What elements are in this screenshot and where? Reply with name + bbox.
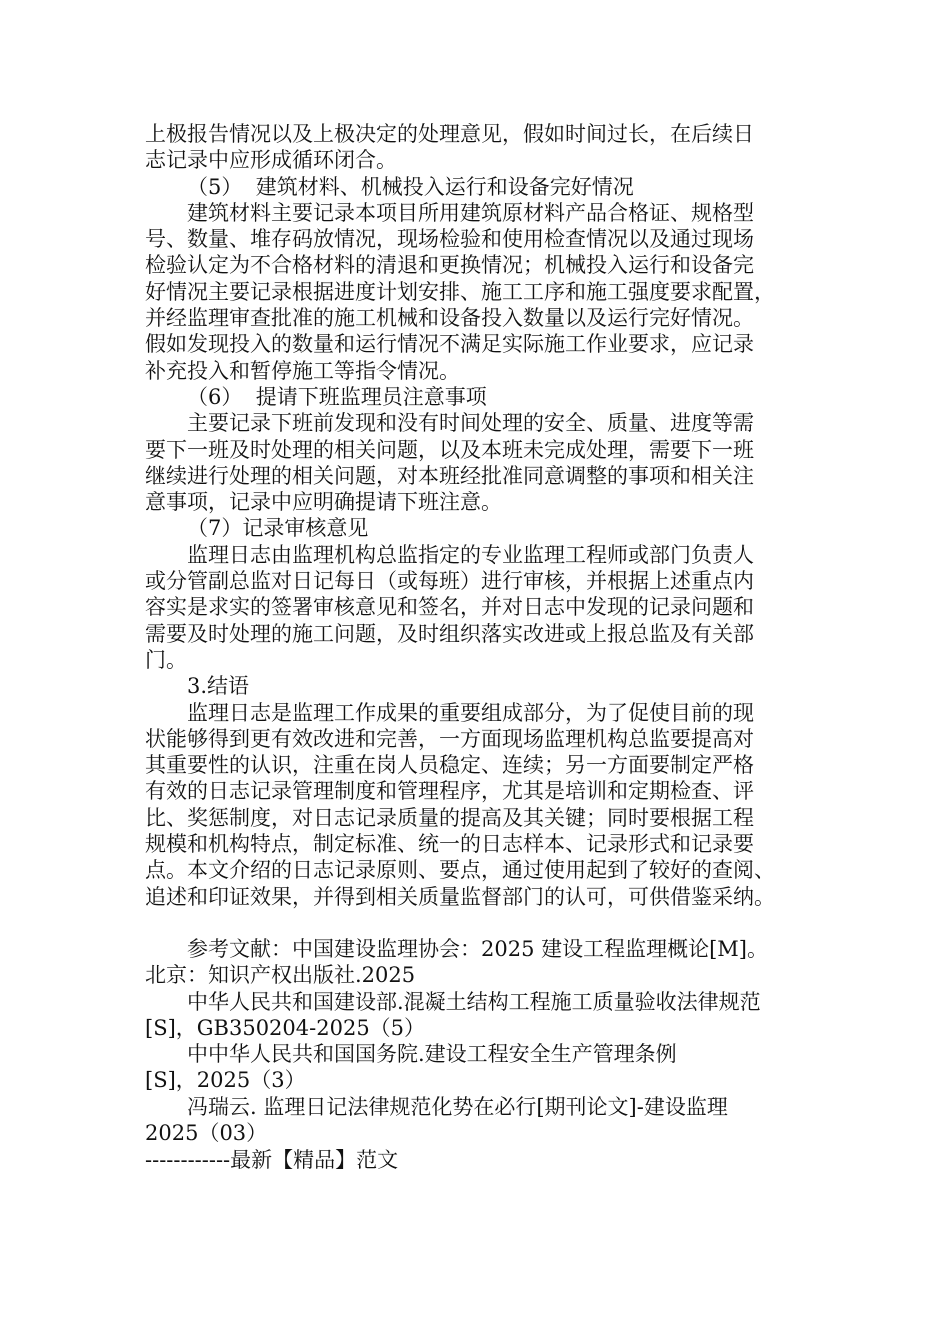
body-line: 主要记录下班前发现和没有时间处理的安全、质量、进度等需 bbox=[187, 411, 754, 436]
body-line: 号、数量、堆存码放情况，现场检验和使用检查情况以及通过现场 bbox=[145, 227, 754, 252]
body-line: 需要及时处理的施工问题，及时组织落实改进或上报总监及有关部 bbox=[145, 621, 754, 646]
references bbox=[145, 936, 815, 1146]
reference-line: 北京：知识产权出版社.2025 bbox=[145, 963, 416, 988]
section-7-heading: （7）记录审核意见 bbox=[187, 516, 369, 541]
body-line: 容实是求实的签署审核意见和签名，并对日志中发现的记录问题和 bbox=[145, 595, 754, 620]
body-line: 意事项，记录中应明确提请下班注意。 bbox=[145, 490, 502, 515]
body-line: 规模和机构特点，制定标准、统一的日志样本、记录形式和记录要 bbox=[145, 832, 754, 857]
body-line: 监理日志由监理机构总监指定的专业监理工程师或部门负责人 bbox=[187, 542, 754, 567]
reference-line: 参考文献：中国建设监理协会：2025 建设工程监理概论[M]。 bbox=[187, 936, 769, 961]
body-line: 建筑材料主要记录本项目所用建筑原材料产品合格证、规格型 bbox=[187, 200, 754, 225]
section-5-heading: （5） 建筑材料、机械投入运行和设备完好情况 bbox=[187, 174, 634, 199]
body-line: 或分管副总监对日记每日（或每班）进行审核，并根据上述重点内 bbox=[145, 569, 754, 594]
body-line: 志记录中应形成循环闭合。 bbox=[145, 148, 397, 173]
body-line: 好情况主要记录根据进度计划安排、施工工序和施工强度要求配置， bbox=[145, 279, 775, 304]
body-line: 要下一班及时处理的相关问题，以及本班未完成处理，需要下一班 bbox=[145, 437, 754, 462]
body-line: 追述和印证效果，并得到相关质量监督部门的认可，可供借鉴采纳。 bbox=[145, 884, 775, 909]
reference-line: 2025（03） bbox=[145, 1120, 268, 1145]
body-line: 并经监理审查批准的施工机械和设备投入数量以及运行完好情况。 bbox=[145, 306, 754, 331]
body-line: 比、奖惩制度，对日志记录质量的提高及其关键；同时要根据工程 bbox=[145, 805, 754, 830]
reference-line: [S]，2025（3） bbox=[145, 1068, 306, 1093]
section-6-heading: （6） 提请下班监理员注意事项 bbox=[187, 384, 487, 409]
reference-line: 中华人民共和国建设部.混凝土结构工程施工质量验收法律规范 bbox=[187, 989, 761, 1014]
footer-banner: ------------最新【精品】范文 bbox=[145, 1148, 399, 1172]
spacer bbox=[145, 910, 815, 936]
body-line: 监理日志是监理工作成果的重要组成部分，为了促使目前的现 bbox=[187, 700, 754, 725]
body-line: 其重要性的认识，注重在岗人员稳定、连续；另一方面要制定严格 bbox=[145, 753, 754, 778]
body-line: 检验认定为不合格材料的清退和更换情况；机械投入运行和设备完 bbox=[145, 253, 754, 278]
body-line: 有效的日志记录管理制度和管理程序，尤其是培训和定期检查、评 bbox=[145, 779, 754, 804]
body-line: 假如发现投入的数量和运行情况不满足实际施工作业要求，应记录 bbox=[145, 332, 754, 357]
reference-line: [S]，GB350204-2025（5） bbox=[145, 1015, 426, 1040]
body-line: 门。 bbox=[145, 647, 187, 672]
reference-line: 冯瑞云. 监理日记法律规范化势在必行[期刊论文]-建设监理 bbox=[187, 1094, 728, 1119]
body-line: 继续进行处理的相关问题，对本班经批准同意调整的事项和相关注 bbox=[145, 463, 754, 488]
conclusion-heading: 3.结语 bbox=[187, 674, 250, 699]
body-line: 上极报告情况以及上极决定的处理意见，假如时间过长，在后续日 bbox=[145, 122, 754, 146]
reference-line: 中中华人民共和国国务院.建设工程安全生产管理条例 bbox=[187, 1042, 677, 1067]
body-line: 状能够得到更有效改进和完善，一方面现场监理机构总监要提高对 bbox=[145, 726, 754, 751]
body-line: 补充投入和暂停施工等指令情况。 bbox=[145, 358, 460, 383]
document-body bbox=[145, 121, 815, 1146]
body-line: 点。本文介绍的日志记录原则、要点，通过使用起到了较好的查阅、 bbox=[145, 858, 775, 883]
